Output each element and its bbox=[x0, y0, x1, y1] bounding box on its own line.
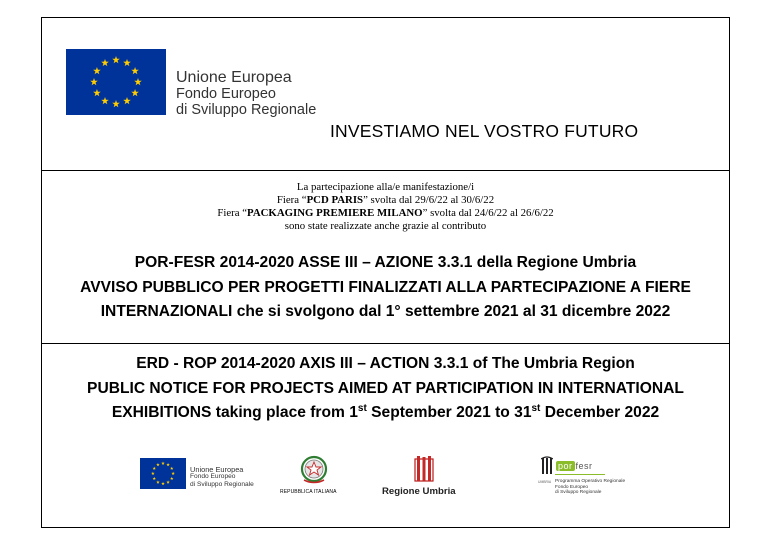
italian-heading bbox=[42, 251, 729, 325]
eu-star-icon bbox=[166, 480, 169, 483]
eu-star-icon bbox=[152, 477, 156, 480]
eu-star-icon bbox=[171, 472, 174, 475]
intro-line2: Fiera “PCD PARIS” svolta dal 29/6/22 al 30/6/22 bbox=[276, 194, 495, 206]
eu-star-icon bbox=[101, 59, 109, 66]
porfesr-label: Programma Operativo Regionale Fondo Europeo di Sviluppo Regionale bbox=[555, 479, 626, 496]
tagline: INVESTIAMO NEL VOSTRO FUTURO bbox=[330, 121, 639, 141]
italian-line2: AVVISO PUBBLICO PER PROGETTI FINALIZZATI ALLA PARTECIPAZIONE A FIERE bbox=[80, 278, 691, 296]
eu-flag-small-icon bbox=[140, 458, 186, 489]
intro-line3: Fiera “PACKAGING PREMIERE MILANO” svolta dal 24/6/22 al 26/6/22 bbox=[217, 207, 554, 219]
eu-star-icon bbox=[166, 463, 169, 466]
eu-star-icon bbox=[123, 59, 131, 66]
porfesr-icon bbox=[541, 456, 553, 478]
eu-star-icon bbox=[131, 67, 139, 74]
eu-star-icon bbox=[151, 472, 154, 475]
eu-line1: Unione Europea bbox=[176, 69, 292, 86]
porfesr-small-label: UMBRIA bbox=[538, 480, 552, 484]
eu-star-icon bbox=[134, 78, 142, 85]
eu-star-icon bbox=[123, 97, 131, 104]
eu-star-icon bbox=[170, 467, 174, 470]
porfesr-divider bbox=[555, 474, 605, 475]
emblem-label: REPUBBLICA ITALIANA bbox=[280, 489, 337, 495]
eu-star-icon bbox=[101, 97, 109, 104]
english-line1: ERD - ROP 2014-2020 AXIS III – ACTION 3.3.1 of The Umbria Region bbox=[136, 355, 635, 372]
eu-star-icon bbox=[131, 89, 139, 96]
english-line2: PUBLIC NOTICE FOR PROJECTS AIMED AT PARTICIPATION IN INTERNATIONAL bbox=[87, 379, 684, 397]
intro-line1: La partecipazione alla/e manifestazione/i bbox=[296, 181, 475, 193]
eu-star-icon bbox=[156, 463, 159, 466]
fair-name-1: PCD PARIS bbox=[306, 194, 364, 206]
eu-small-label: Unione Europea Fondo Europeo di Sviluppo Regionale bbox=[190, 465, 254, 488]
umbria-label: Regione Umbria bbox=[382, 486, 456, 497]
fair-name-2: PACKAGING PREMIERE MILANO bbox=[247, 207, 423, 219]
italian-line1: POR-FESR 2014-2020 ASSE III – AZIONE 3.3.1 della Regione Umbria bbox=[134, 254, 637, 271]
intro-text bbox=[42, 181, 729, 233]
regione-umbria-icon bbox=[414, 456, 434, 482]
eu-line2: Fondo Europeo bbox=[176, 86, 276, 102]
italian-emblem-icon bbox=[299, 454, 329, 486]
poster-frame bbox=[41, 17, 730, 528]
eu-star-icon bbox=[90, 78, 98, 85]
italian-line3: INTERNAZIONALI che si svolgono dal 1° settembre 2021 al 31 dicembre 2022 bbox=[100, 303, 671, 320]
eu-star-icon bbox=[152, 467, 156, 470]
eu-star-icon bbox=[170, 477, 174, 480]
eu-star-icon bbox=[93, 89, 101, 96]
eu-star-icon bbox=[156, 480, 159, 483]
divider-middle bbox=[42, 343, 729, 344]
eu-flag-icon bbox=[66, 49, 166, 115]
eu-fund-label bbox=[176, 70, 316, 118]
eu-star-icon bbox=[93, 67, 101, 74]
english-heading bbox=[42, 352, 729, 426]
eu-star-icon bbox=[161, 462, 164, 465]
porfesr-logo: por fesr bbox=[558, 461, 593, 471]
intro-line4: sono state realizzate anche grazie al contributo bbox=[284, 220, 487, 232]
eu-line3: di Sviluppo Regionale bbox=[176, 102, 317, 118]
divider-top bbox=[42, 170, 729, 171]
english-line3: EXHIBITIONS taking place from 1st September 2021 to 31st December 2022 bbox=[111, 402, 660, 421]
eu-star-icon bbox=[112, 100, 120, 107]
eu-star-icon bbox=[161, 482, 164, 485]
eu-star-icon bbox=[112, 56, 120, 63]
